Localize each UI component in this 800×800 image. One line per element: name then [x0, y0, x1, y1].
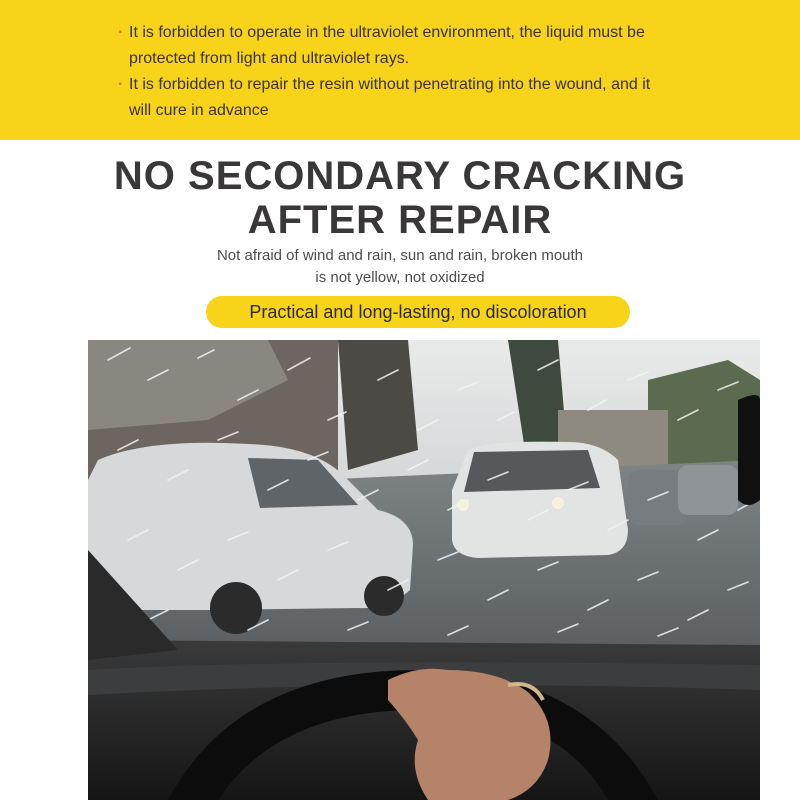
headline-line-1: NO SECONDARY CRACKING: [113, 154, 687, 198]
warning-note-line: will cure in advance: [129, 102, 269, 119]
warning-note: [118, 20, 758, 72]
warning-note-line: It is forbidden to repair the resin without penetrating into the wound, and it: [129, 76, 651, 93]
feature-pill: [206, 296, 630, 328]
warning-note-line: It is forbidden to operate in the ultraviolet environment, the liquid must be: [129, 24, 645, 41]
warning-note: [118, 72, 758, 124]
headline-line-2: AFTER REPAIR: [247, 198, 553, 242]
subtitle-line-2: is not yellow, not oxidized: [315, 269, 485, 286]
windshield-rain-photo: [88, 340, 760, 800]
bullet-icon: ·: [118, 76, 124, 93]
bullet-icon: ·: [118, 24, 124, 41]
warning-note-line: protected from light and ultraviolet rays.: [129, 50, 410, 67]
warning-banner: [0, 0, 800, 140]
feature-pill-label: Practical and long-lasting, no discoloration: [249, 301, 587, 322]
subtitle-line-1: Not afraid of wind and rain, sun and rain, broken mouth: [216, 247, 584, 264]
